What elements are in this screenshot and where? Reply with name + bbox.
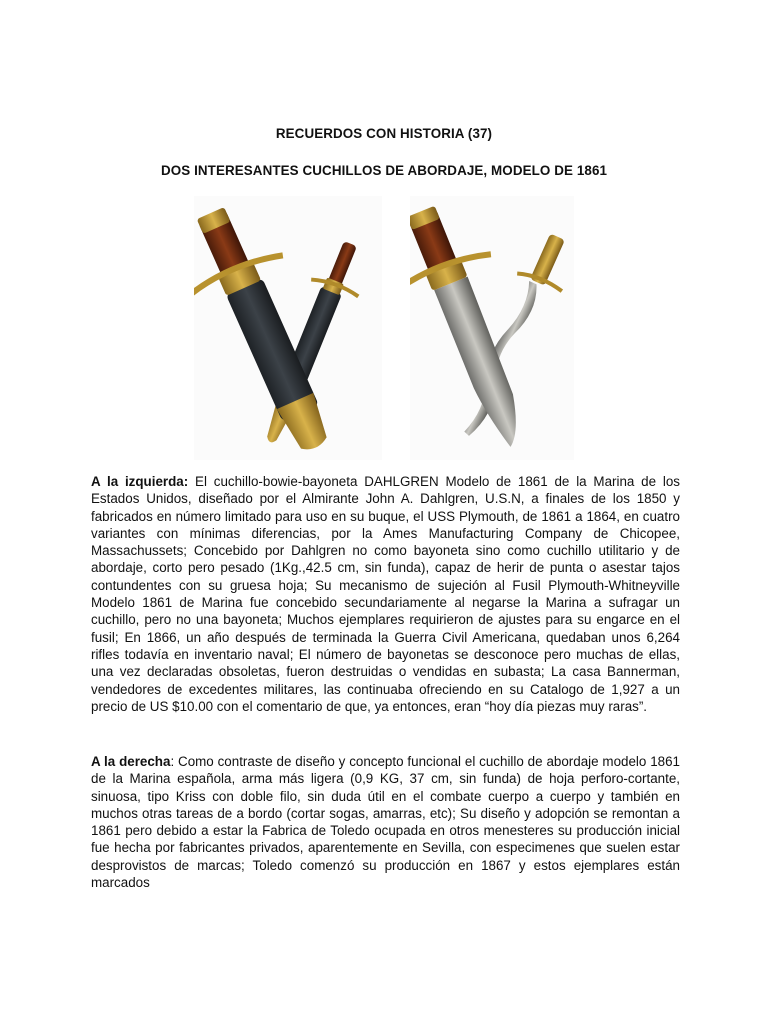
paragraph-left-lead: A la izquierda: (91, 474, 189, 489)
document-subtitle: DOS INTERESANTES CUCHILLOS DE ABORDAJE, MODELO DE 1861 (160, 163, 608, 178)
paragraph-left-knife (91, 473, 680, 715)
paragraph-right-knife (91, 753, 680, 891)
paragraph-left-body: El cuchillo-bowie-bayoneta DAHLGREN Modelo de 1861 de la Marina de los Estados Unidos, diseñado por el Almirante John A. Dahlgren, U.S.N, a finales de los 1850 y fabricados en número limitado para uso en su buque, el USS Plymouth, de 1861 a 1864, en cuatro variantes con mínimas diferencias, por la Ames Manufacturing Company de Chicopee, Massachussets; Concebido por Dahlgren no como bayoneta sino como cuchillo utilitario y de abordaje, corto pero pesado (1Kg.,42.5 cm, sin funda), capaz de herir de punta o asestar tajos contundentes con su gruesa hoja; Su mecanismo de sujeción al Fusil Plymouth-Whitneyville Modelo 1861 de Marina fue concebido secundariamente al negarse la Marina a sufragar un cuchillo, pero no una bayoneta; Muchos ejemplares requirieron de ajustes para su engarce en el fusil; En 1866, un año después de terminada la Guerra Civil Americana, quedaban unos 6,264 rifles todavía en inventario naval; El número de bayonetas se desconoce pero muchas de ellas, una vez declaradas obsoletas, fueron destruidas o vendidas en subasta; La casa Bannerman, vendedores de excedentes militares, las continuaba ofreciendo en su Catalogo de 1,927 a un precio de US $10.00 con el comentario de que, ya entonces, eran “hoy día piezas muy raras”. (91, 474, 680, 714)
paragraph-right-body: : Como contraste de diseño y concepto funcional el cuchillo de abordaje modelo 1861 de la Marina española, arma más ligera (0,9 KG, 37 cm, sin funda) de hoja perforo-cortante, sinuosa, tipo Kriss con doble filo, sin duda útil en el combate cuerpo a cuerpo y también en muchos otras tareas de a bordo (cortar sogas, amarras, etc); Su diseño y adopción se remontan a 1861 pero debido a estar la Fabrica de Toledo ocupada en otros menesteres su producción inicial fue hecha por fabricantes privados, aparentemente en Sevilla, con especimenes que suelen estar desprovistos de marcas; Toledo comenzó su producción en 1867 y estos ejemplares están marcados (91, 754, 681, 891)
paragraph-right-lead: A la derecha (91, 754, 171, 769)
unsheathed-knives-photo (410, 196, 574, 460)
document-title: RECUERDOS CON HISTORIA (37) (275, 126, 493, 141)
sheathed-knives-photo (194, 196, 382, 460)
